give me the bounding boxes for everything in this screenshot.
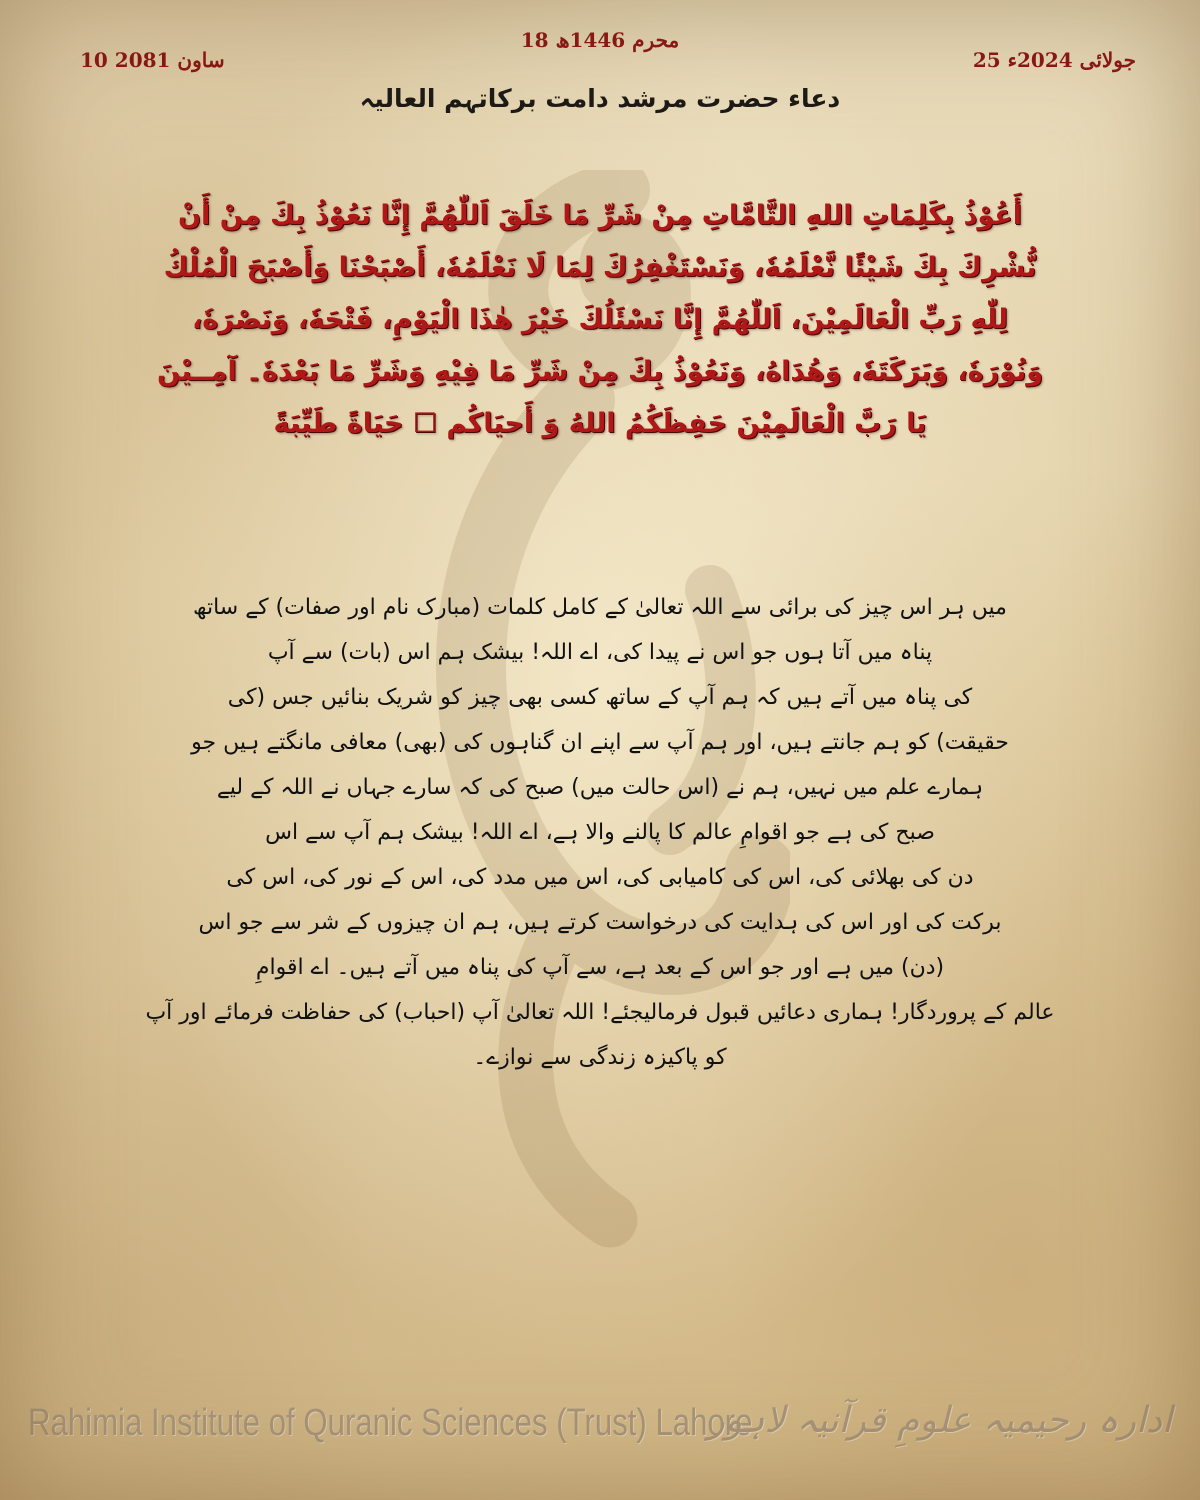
arabic-dua-text: أَعُوْذُ بِكَلِمَاتِ اللهِ التَّامَّاتِ مِنْ شَرِّ مَا خَلَقَ اَللّٰهُمَّ إِنَّا نَعُوْذُ بِكَ مِنْ أَنْ نُّشْرِكَ بِكَ شَيْئًا نَّعْلَمُهٗ، وَنَسْتَغْفِرُكَ لِمَا لَا نَعْلَمُهٗ، أَصْبَحْنَا وَأَصْبَحَ الْمُلْكُ لِلّٰهِ رَبِّ الْعَالَمِيْنَ، اَللّٰهُمَّ إِنَّا نَسْئَلُكَ خَيْرَ هٰذَا الْيَوْمِ، فَتْحَهٗ، وَنَصْرَهٗ، وَنُوْرَهٗ، وَبَرَكَتَهٗ، وَهُدَاهُ، وَنَعُوْذُ بِكَ مِنْ شَرِّ مَا فِيْهِ وَشَرِّ مَا بَعْدَهٗ۔ آمِــيْنَ يَا رَبَّ الْعَالَمِيْنَ حَفِظَكُمُ اللهُ وَ أَحيَاكُم ☐ حَيَاةً طَيِّبَةً: [157, 200, 1043, 439]
hijri-date: 18 محرم 1446ھ: [520, 28, 680, 52]
footer: [0, 1400, 1200, 1470]
gregorian-date: 25 جولائی 2024ء: [972, 48, 1136, 72]
translation-line: پناہ میں آتا ہوں جو اس نے پیدا کی، اے اللہ! بیشک ہم اس (بات) سے آپ: [267, 640, 933, 665]
urdu-translation: [130, 585, 1070, 1080]
institute-name-english: Rahimia Institute of Quranic Sciences (Trust) Lahore: [28, 1402, 753, 1444]
translation-line: حقیقت) کو ہم جانتے ہیں، اور ہم آپ سے اپنے ان گناہوں کی (بھی) معافی مانگتے ہیں جو: [191, 730, 1009, 755]
page-title: دعاء حضرت مرشد دامت برکاتہم العالیہ: [359, 84, 841, 113]
translation-line: میں ہر اس چیز کی برائی سے اللہ تعالیٰ کے کامل کلمات (مبارک نام اور صفات) کے ساتھ: [193, 595, 1007, 620]
translation-line: برکت کی اور اس کی ہدایت کی درخواست کرتے ہیں، ہم ان چیزوں کے شر سے جو اس: [198, 910, 1002, 935]
translation-line: صبح کی ہے جو اقوامِ عالم کا پالنے والا ہے، اے اللہ! بیشک ہم آپ سے اس: [265, 820, 935, 845]
translation-line: (دن) میں ہے اور جو اس کے بعد ہے، سے آپ کی پناہ میں آتے ہیں۔ اے اقوامِ: [255, 955, 945, 980]
bikrami-date: 10 ساون 2081: [80, 48, 225, 72]
translation-line: دن کی بھلائی کی، اس کی کامیابی کی، اس میں مدد کی، اس کے نور کی، اس کی: [226, 865, 974, 890]
translation-line: ہمارے علم میں نہیں، ہم نے (اس حالت میں) صبح کی کہ سارے جہاں نے اللہ کے لیے: [216, 775, 984, 800]
translation-line: کی پناہ میں آتے ہیں کہ ہم آپ کے ساتھ کسی بھی چیز کو شریک بنائیں جس (کی: [227, 685, 973, 710]
translation-line: کو پاکیزہ زندگی سے نوازے۔: [473, 1045, 727, 1070]
institute-name-urdu-logo: ادارہ رحیمیہ علومِ قرآنیہ لاہور: [707, 1400, 1172, 1441]
translation-line: عالم کے پروردگار! ہماری دعائیں قبول فرمالیجئے! اللہ تعالیٰ آپ (احباب) کی حفاظت فرمائے اور آپ: [145, 1000, 1055, 1025]
